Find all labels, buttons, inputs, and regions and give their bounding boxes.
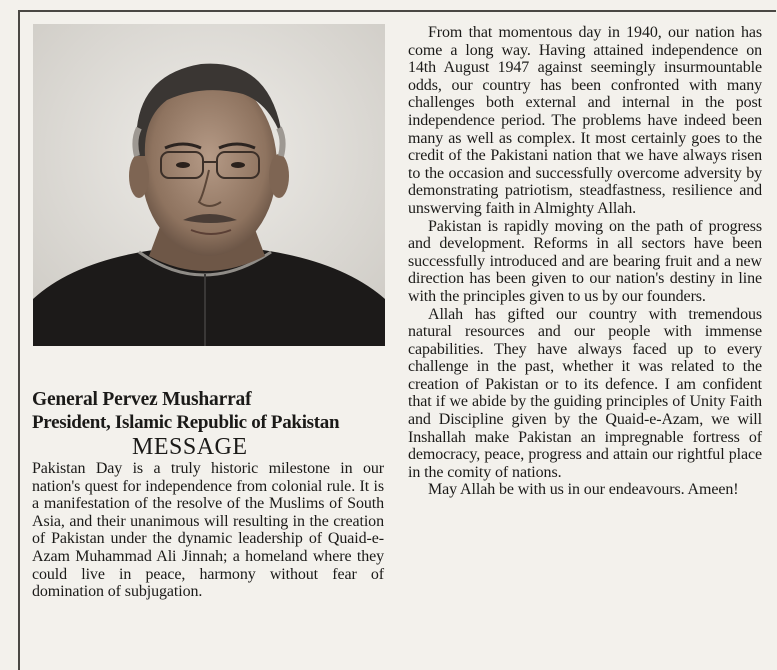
portrait-photo	[33, 24, 385, 346]
message-heading: MESSAGE	[132, 434, 248, 460]
paragraph: From that momentous day in 1940, our nation has come a long way. Having attained independence on 14th August 1947 against seemingly insurmountable odds, our country has been confronted with many challenges both external and internal in the post independence period. The problems have indeed been many as well as complex. It most certainly goes to the credit of the Pakistani nation that we have always risen to the occasion and successfully overcome adversity by demonstrating patriotism, steadfastness, resilience and unswerving faith in Almighty Allah.	[408, 24, 762, 217]
person-title: President, Islamic Republic of Pakistan	[32, 412, 340, 433]
paragraph: Pakistan Day is a truly historic milestone in our nation's quest for independence from colonial rule. It is a manifestation of the resolve of the Muslims of South Asia, and their unanimous will resulting in the creation of Pakistan under the dynamic leadership of Quaid-e-Azam Muhammad Ali Jinnah; a homeland where they could live in peace, harmony without fear of domination of subjugation.	[32, 460, 384, 601]
paragraph: Pakistan is rapidly moving on the path of progress and development. Reforms in all sectors have been successfully introduced and are bearing fruit and a new direction has been given to our nation's destiny in line with the principles given to us by our founders.	[408, 217, 762, 305]
paragraph: May Allah be with us in our endeavours. Ameen!	[428, 481, 739, 499]
right-column	[408, 24, 762, 499]
left-column	[32, 388, 384, 601]
person-name: General Pervez Musharraf	[32, 389, 252, 410]
paragraph: Allah has gifted our country with tremendous natural resources and our people with immense capabilities. They have always faced up to every challenge in the past, whether it was related to the creation of Pakistan or to its defence. I am confident that if we abide by the guiding principles of Unity Faith and Discipline given by the Quaid-e-Azam, we will Inshallah make Pakistan an impregnable fortress of democracy, peace, progress and attain our rightful place in the comity of nations.	[408, 305, 762, 481]
